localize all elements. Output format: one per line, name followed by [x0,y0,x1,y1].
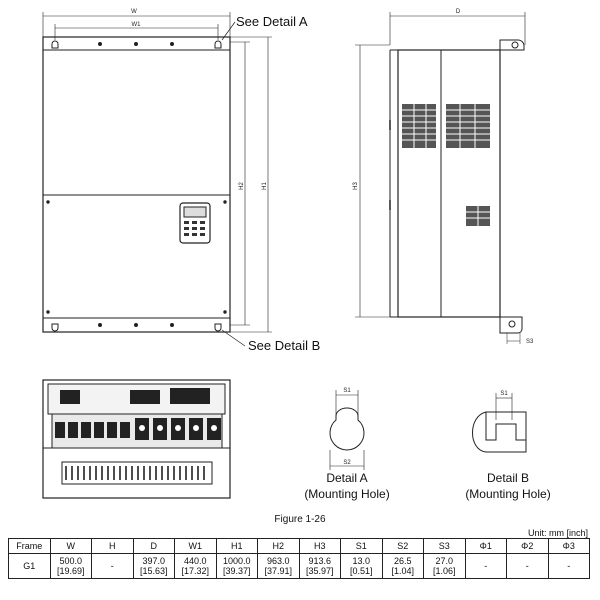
cell-value-mm: 440.0 [183,556,207,566]
dim-s3-label: S3 [526,339,534,345]
table-header: S1 [341,539,383,554]
table-cell [465,554,507,579]
table-header: W1 [175,539,217,554]
table-cell-frame: G1 [9,554,51,579]
cell-value-mm: - [567,561,571,571]
table-cell [50,554,92,579]
figure-caption: Figure 1-26 [274,514,326,525]
cell-value-mm: 27.0 [435,556,454,566]
cell-value-mm: 913.6 [308,556,332,566]
table-cell [133,554,175,579]
cell-value-inch: [39.37] [222,566,251,576]
dim-d-label: D [455,9,461,15]
cell-value-mm: - [525,561,529,571]
detail-b-s1-label: S1 [500,391,508,397]
table-cell [424,554,466,579]
table-header: Φ2 [507,539,549,554]
detail-b-subtitle: (Mounting Hole) [465,487,551,501]
table-header: Φ3 [548,539,590,554]
cell-value-mm: 397.0 [142,556,166,566]
detail-b-drawing [473,393,527,452]
table-header: Φ1 [465,539,507,554]
table-header: H1 [216,539,258,554]
table-header: D [133,539,175,554]
cell-value-mm: - [484,561,488,571]
cell-value-inch: [0.51] [349,566,373,576]
cell-value-mm: 13.0 [352,556,371,566]
table-row [9,554,590,579]
dim-h1-label: H1 [262,182,268,190]
table-cell [216,554,258,579]
table-header: S2 [382,539,424,554]
cell-value-mm: - [110,561,114,571]
dim-h2-label: H2 [239,182,245,190]
table-header: H2 [258,539,300,554]
unit-label: Unit: mm [inch] [527,528,588,538]
table-header-row [9,539,590,554]
side-view [355,12,525,344]
cell-value-inch: [17.32] [181,566,210,576]
table-header: H3 [299,539,341,554]
table-cell [175,554,217,579]
cell-value-mm: 1000.0 [222,556,251,566]
dimension-table [8,538,590,579]
cell-value-inch: [1.06] [432,566,456,576]
detail-a-s2-label: S2 [343,460,351,466]
table-cell [507,554,549,579]
cell-value-inch: [35.97] [305,566,334,576]
cell-value-mm: 963.0 [266,556,290,566]
table-header: W [50,539,92,554]
table-cell [382,554,424,579]
cell-value-inch: [15.63] [139,566,168,576]
table-cell [92,554,134,579]
table-header: Frame [9,539,51,554]
dim-w1-label: W1 [131,22,141,28]
callout-detail-a: See Detail A [236,14,308,29]
cell-value-inch: [37.91] [264,566,293,576]
callout-detail-b: See Detail B [248,338,321,353]
table-cell [341,554,383,579]
table-cell [299,554,341,579]
table-header: S3 [424,539,466,554]
cell-value-mm: 26.5 [393,556,412,566]
table-header: H [92,539,134,554]
detail-a-subtitle: (Mounting Hole) [304,487,390,501]
detail-a-drawing [330,390,364,470]
table-cell [548,554,590,579]
detail-a-title: Detail A [326,471,368,485]
dim-h3-label: H3 [353,182,359,190]
cell-value-inch: [1.04] [391,566,415,576]
detail-a-s1-label: S1 [343,388,351,394]
dim-w-label: W [131,9,137,15]
front-view [43,12,272,346]
table-cell [258,554,300,579]
cell-value-mm: 500.0 [59,556,83,566]
detail-b-title: Detail B [486,471,530,485]
cell-value-inch: [19.69] [56,566,85,576]
